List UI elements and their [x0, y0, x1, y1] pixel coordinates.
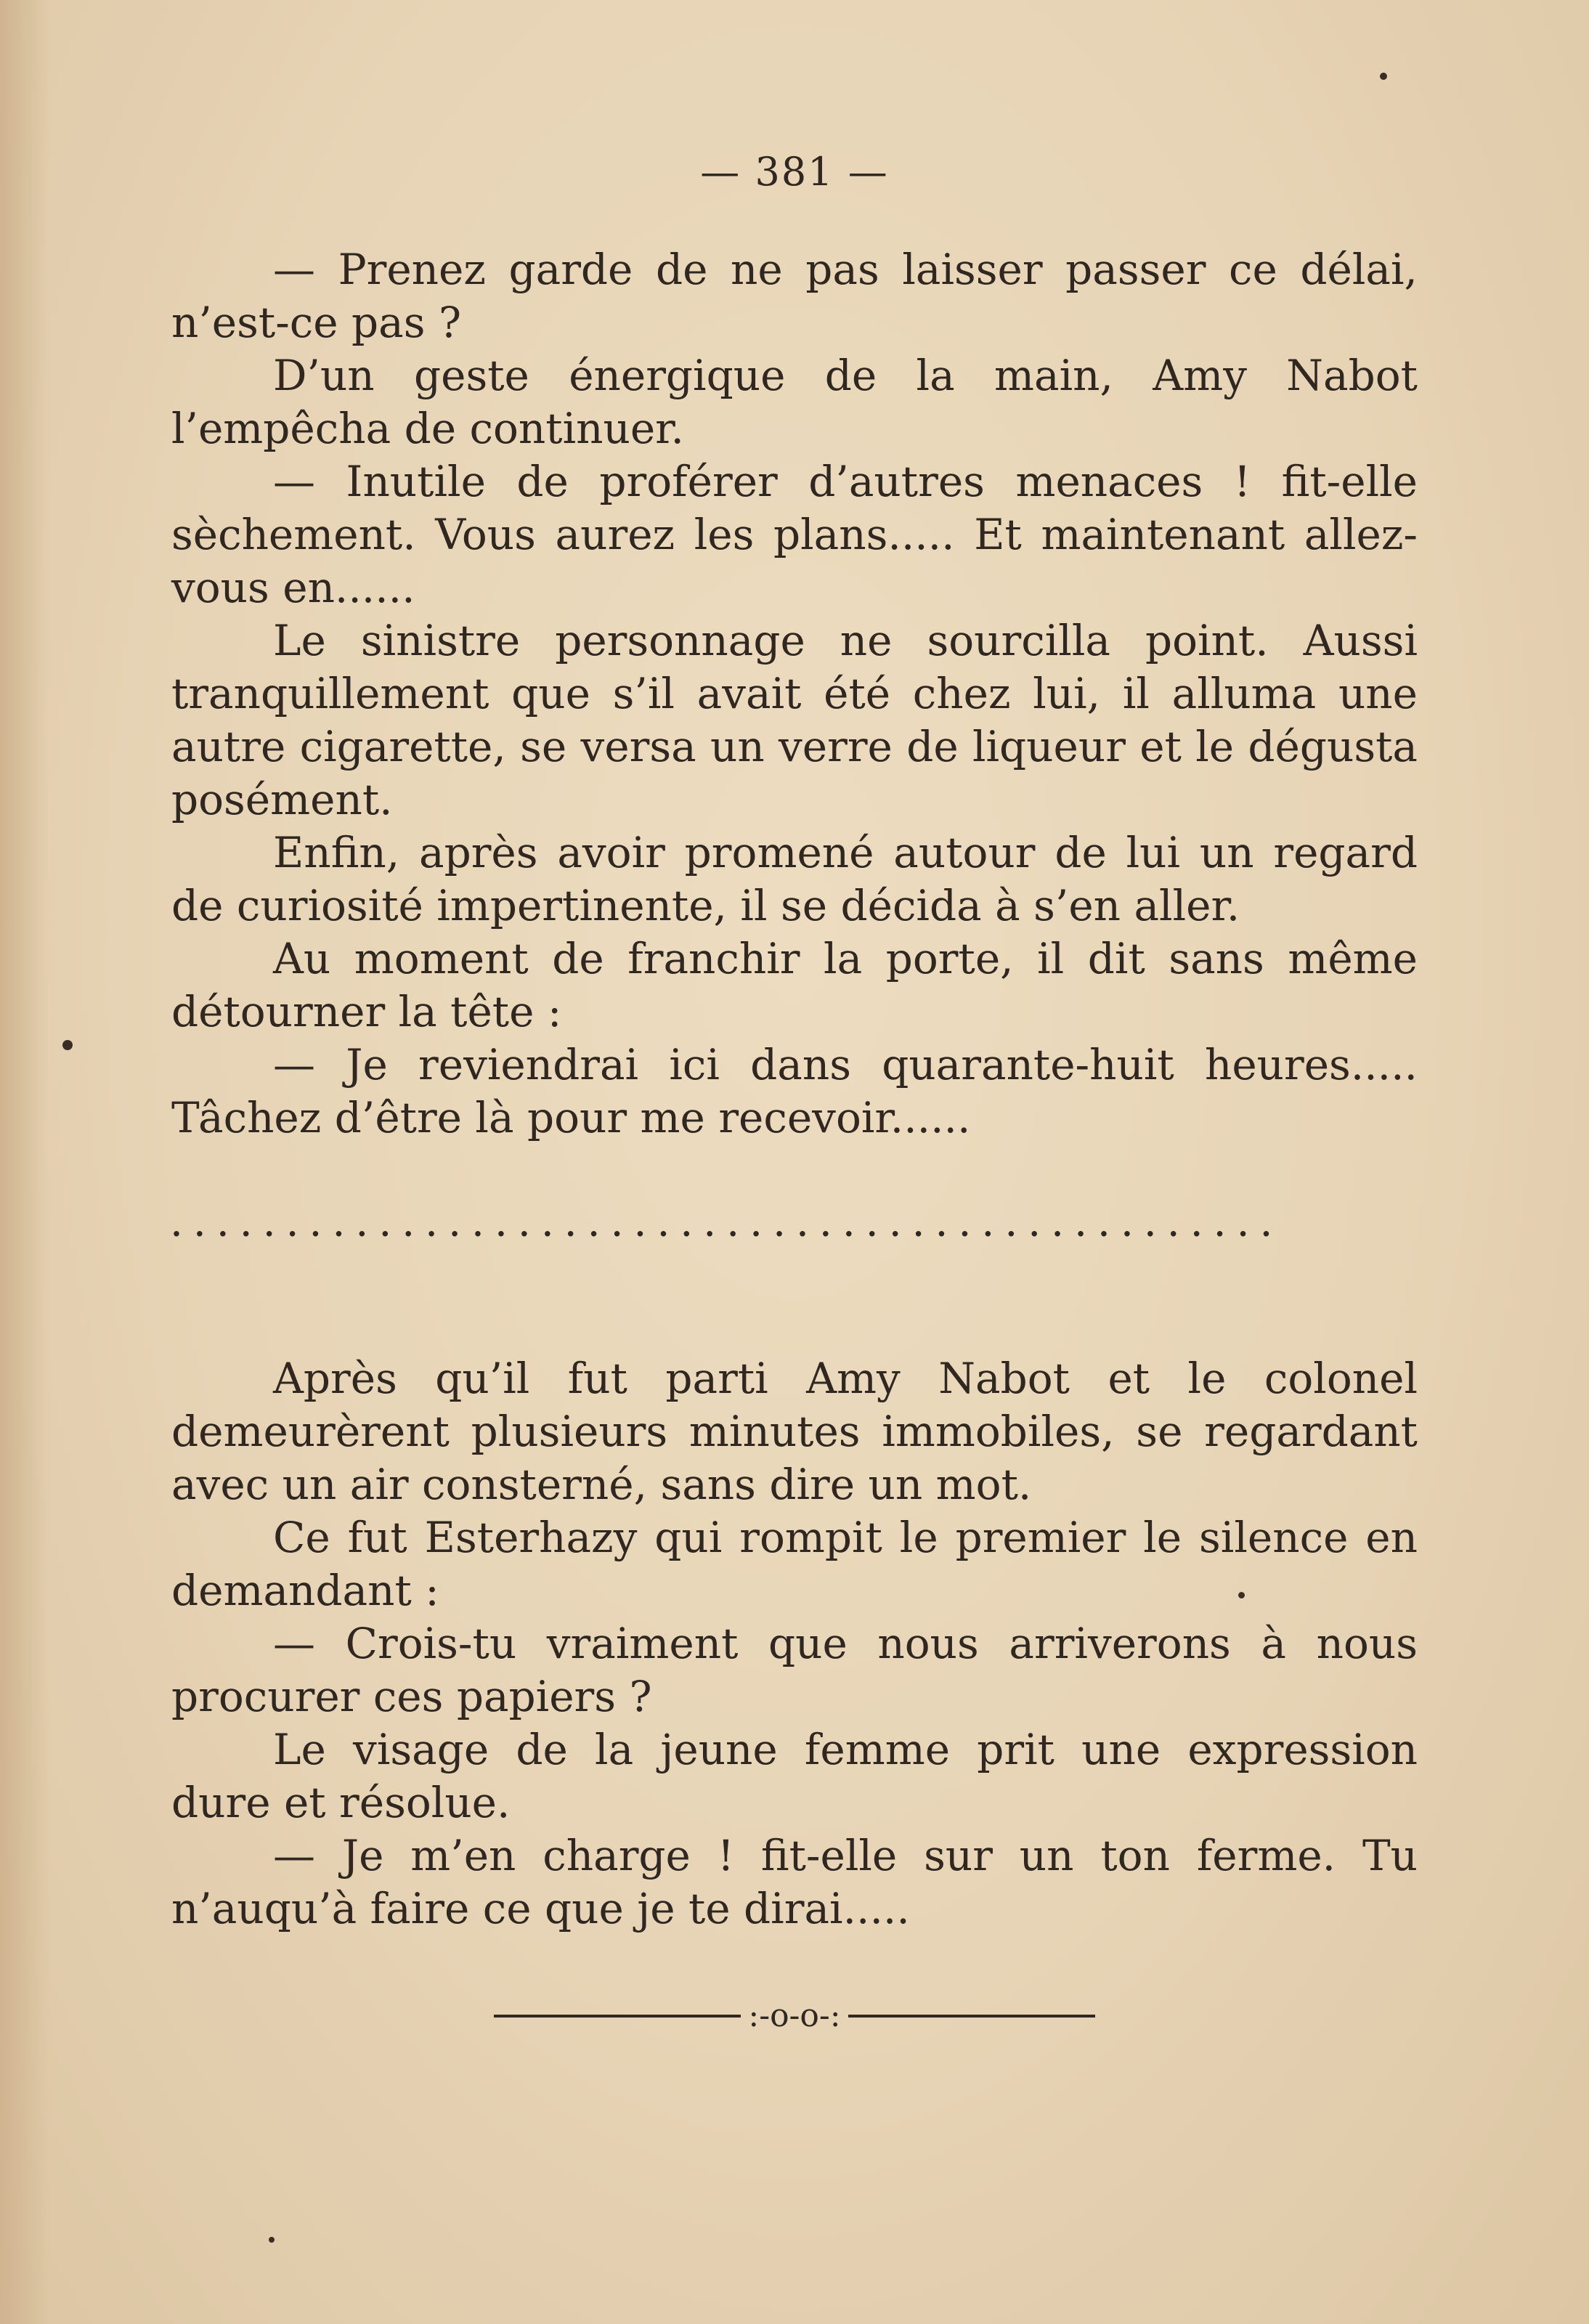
page-number: — 381 — — [700, 149, 889, 195]
ornament-rule-right — [848, 2015, 1095, 2018]
paragraph: Après qu’il fut parti Amy Nabot et le colonel demeurèrent plusieurs minutes immobiles, se regardant avec un air consterné, sans dire un mot. — [171, 1354, 1418, 1509]
paragraph: — Je m’en charge ! fit-elle sur un ton ferme. Tu n’auqu’à faire ce que je te dirai..... — [171, 1831, 1418, 1933]
paragraph: Le sinistre personnage ne sourcilla point. Aussi tranquillement que s’il avait été chez lui, il alluma une autre cigarette, se versa un verre de liqueur et le dégusta posément. — [171, 616, 1418, 824]
chapter-end-ornament — [0, 1997, 1589, 2034]
dotted-separator: ................................................ — [171, 1209, 1285, 1243]
text-block-top — [171, 243, 1418, 1145]
ornament-rule-left — [494, 2015, 741, 2018]
ornament-mark: :-o-o-: — [748, 1997, 841, 2034]
paragraph: Ce fut Esterhazy qui rompit le premier le silence en demandant : — [171, 1513, 1418, 1615]
text-block-bottom — [171, 1352, 1418, 1935]
paper-speck — [1380, 73, 1387, 80]
paragraph: — Prenez garde de ne pas laisser passer ce délai, n’est-ce pas ? — [171, 245, 1418, 347]
paragraph: Le visage de la jeune femme prit une expression dure et résolue. — [171, 1725, 1418, 1827]
paper-speck — [1238, 1592, 1245, 1598]
page-edge-shadow — [0, 0, 51, 2324]
paragraph: Au moment de franchir la porte, il dit sans même détourner la tête : — [171, 934, 1418, 1036]
paragraph: — Je reviendrai ici dans quarante-huit heures..... Tâchez d’être là pour me recevoir...... — [171, 1040, 1418, 1142]
paper-speck — [269, 2237, 275, 2243]
paragraph: — Inutile de proférer d’autres menaces ! fit-elle sèchement. Vous aurez les plans..... Et maintenant allez-vous en...... — [171, 457, 1418, 612]
paragraph: — Crois-tu vraiment que nous arriverons à nous procurer ces papiers ? — [171, 1619, 1418, 1721]
paragraph: D’un geste énergique de la main, Amy Nabot l’empêcha de continuer. — [171, 351, 1418, 453]
paper-speck — [62, 1040, 73, 1050]
paragraph: Enfin, après avoir promené autour de lui un regard de curiosité impertinente, il se décida à s’en aller. — [171, 828, 1418, 930]
